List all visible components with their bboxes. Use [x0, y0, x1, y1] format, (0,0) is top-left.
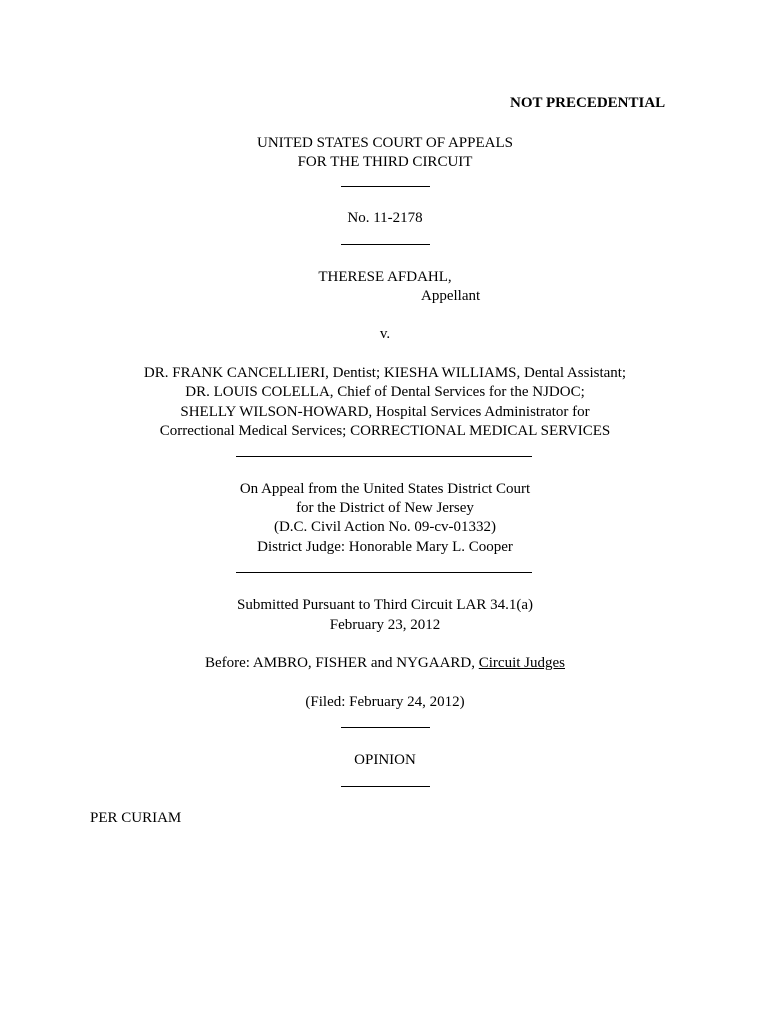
appellant-role: Appellant	[421, 288, 481, 304]
divider-rule	[341, 727, 430, 728]
appellee-line-3: SHELLY WILSON-HOWARD, Hospital Services Administrator for	[180, 404, 590, 420]
submission-date: February 23, 2012	[329, 617, 441, 633]
appeal-line-4: District Judge: Honorable Mary L. Cooper	[257, 539, 513, 555]
appellant-name: THERESE AFDAHL,	[318, 269, 452, 285]
appeal-line-2: for the District of New Jersey	[296, 500, 474, 516]
filed-date: (Filed: February 24, 2012)	[305, 694, 465, 710]
submission-line-1: Submitted Pursuant to Third Circuit LAR 34.1(a)	[237, 597, 533, 613]
appellee-line-4: Correctional Medical Services; CORRECTIONAL MEDICAL SERVICES	[159, 423, 611, 439]
divider-rule	[341, 244, 430, 245]
divider-rule	[236, 456, 532, 457]
appellee-line-2: DR. LOUIS COLELLA, Chief of Dental Services for the NJDOC;	[185, 384, 585, 400]
per-curiam: PER CURIAM	[90, 810, 182, 826]
circuit-judges-label: Circuit Judges	[478, 655, 565, 671]
divider-rule	[236, 572, 532, 573]
divider-rule	[341, 186, 430, 187]
court-name-line-2: FOR THE THIRD CIRCUIT	[297, 154, 473, 170]
versus: v.	[379, 326, 391, 342]
panel-judges	[0, 654, 770, 673]
case-number: No. 11-2178	[347, 210, 423, 226]
appeal-line-3: (D.C. Civil Action No. 09-cv-01332)	[273, 519, 497, 535]
appeal-line-1: On Appeal from the United States District Court	[239, 481, 531, 497]
opinion-heading: OPINION	[354, 752, 416, 768]
divider-rule	[341, 786, 430, 787]
precedential-status: NOT PRECEDENTIAL	[510, 95, 666, 111]
appellee-line-1: DR. FRANK CANCELLIERI, Dentist; KIESHA WILLIAMS, Dental Assistant;	[143, 365, 627, 381]
panel-prefix: Before: AMBRO, FISHER and NYGAARD,	[205, 655, 479, 671]
court-name-line-1: UNITED STATES COURT OF APPEALS	[257, 135, 513, 151]
